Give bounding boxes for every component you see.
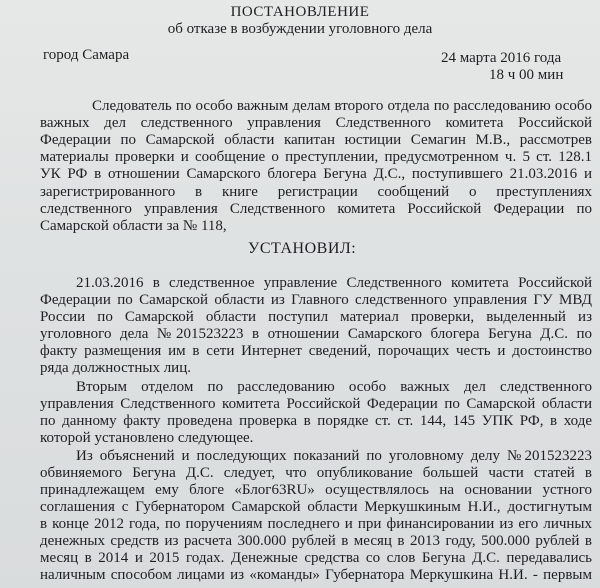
document-time: 18 ч 00 мин bbox=[489, 67, 564, 83]
text-line: месяц в 2014 и 2015 годах. Денежные средства со слов Бегуна Д.С. передавались bbox=[40, 550, 592, 566]
text-line: УК РФ в отношении Самарского блогера Бегуна Д.С., поступившего 21.03.2016 и bbox=[40, 166, 592, 182]
city: город Самара bbox=[43, 47, 130, 63]
text-line: в конце 2012 года, по поручениям последнего и при финансировании из его личных bbox=[40, 516, 592, 532]
text-line: ряда должностных лиц. bbox=[40, 360, 191, 376]
text-line: Федерации по Самарской области капитан юстиции Семагин М.В., рассмотрев bbox=[40, 132, 592, 148]
text-line: соглашения с Губернатором Самарской области Меркушкиным Н.И., достигнутым bbox=[40, 499, 592, 515]
document-subtitle: об отказе в возбуждении уголовного дела bbox=[167, 21, 433, 37]
text-line: обвиняемого Бегуна Д.С. следует, что опубликование большей части статей в bbox=[40, 465, 592, 481]
text-line: которой установлено следующее. bbox=[40, 430, 254, 446]
text-line: зарегистрированного в книге регистрации сообщений о преступлениях bbox=[40, 184, 592, 200]
text-line: по данному факту проведена проверка в порядке ст. ст. 144, 145 УПК РФ, в ходе bbox=[40, 413, 592, 429]
document-title: ПОСТАНОВЛЕНИЕ bbox=[230, 4, 370, 20]
text-line: следственного управления Следственного комитета Российской Федерации по bbox=[40, 201, 592, 217]
text-line: управления Следственного комитета Российской Федерации по Самарской области bbox=[40, 396, 592, 412]
text-line: денежных средств из расчета 300.000 рублей в месяц в 2013 году, 500.000 рублей в bbox=[40, 533, 592, 549]
text-line: России по Самарской области поступил материал проверки, выделенный из bbox=[40, 309, 592, 325]
text-line: Следователь по особо важным делам второго отдела по расследованию особо bbox=[92, 98, 592, 114]
text-line: наличным способом лицами из «команды» Губернатора Меркушкина Н.И. - первым bbox=[40, 567, 592, 583]
text-line: 21.03.2016 в следственное управление Следственного комитета Российской bbox=[76, 275, 592, 291]
text-line: Вторым отделом по расследованию особо важных дел следственного bbox=[76, 379, 592, 395]
text-line: факту размещения им в сети Интернет сведений, порочащих честь и достоинство bbox=[40, 343, 592, 359]
text-line: Федерации по Самарской области из Главного следственного управления ГУ МВД bbox=[40, 292, 592, 308]
text-line: важных дел следственного управления Следственного комитета Российской bbox=[40, 115, 592, 131]
text-line: уголовного дела №201523223 в отношении Самарского блогера Бегуна Д.С. по bbox=[40, 326, 592, 342]
document-date: 24 марта 2016 года bbox=[441, 50, 562, 66]
text-line: Самарской области за № 118, bbox=[40, 218, 227, 234]
text-line: материалы проверки и сообщение о преступлении, предусмотренном ч. 5 ст. 128.1 bbox=[40, 149, 592, 165]
established-heading: УСТАНОВИЛ: bbox=[248, 240, 357, 257]
text-line: Из объяснений и последующих показаний по уголовному делу №201523223 bbox=[76, 448, 592, 464]
text-line: принадлежащем ему блоге «Блог63RU» осуществлялось на основании устного bbox=[40, 482, 592, 498]
